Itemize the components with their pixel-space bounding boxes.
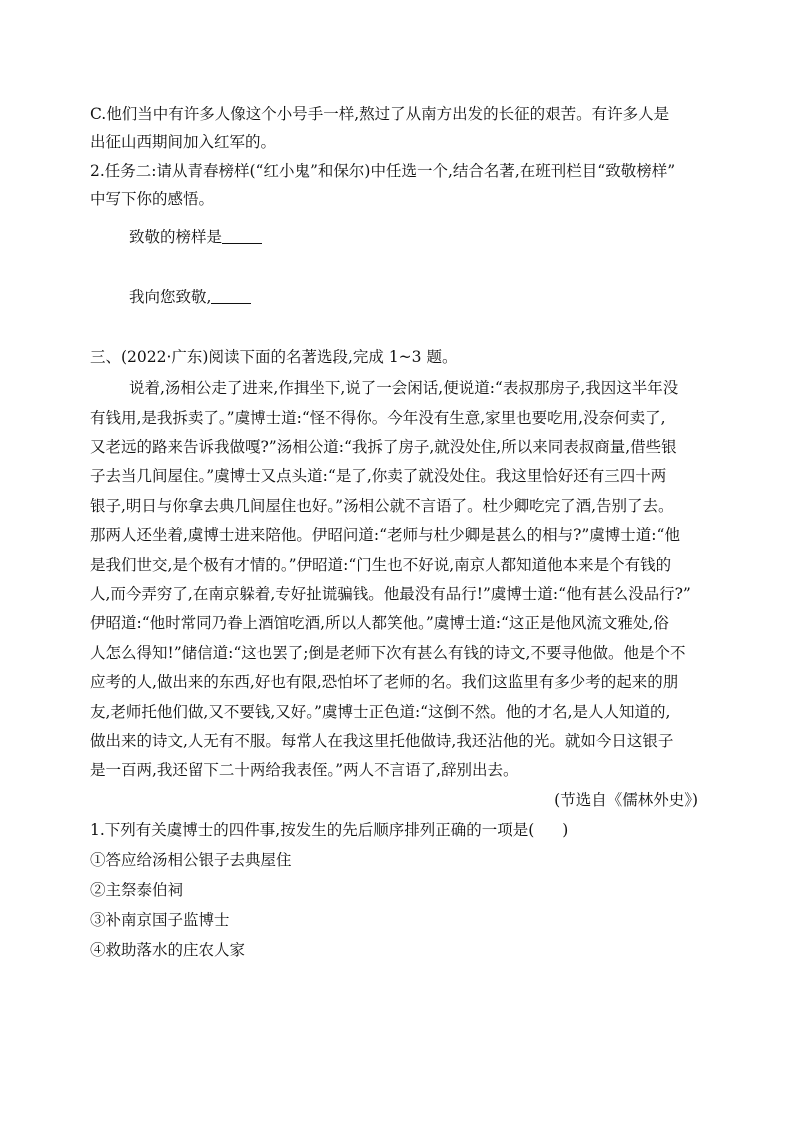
answer-blank-2[interactable]: [211, 289, 251, 304]
passage-line: 应考的人,做出来的东西,好也有限,恐怕坏了老师的名。我们这监里有多少考的起来的朋: [90, 673, 679, 691]
passage-source: (节选自《儒林外史》): [554, 791, 698, 809]
fill1-label: 致敬的榜样是: [129, 228, 223, 246]
passage-line: 人怎么得知!”储信道:“这也罢了;倒是老师下次有甚么有钱的诗文,不要寻他做。他是个不: [90, 644, 686, 662]
passage-line: 有钱用,是我拆卖了。”虞博士道:“怪不得你。今年没有生意,家里也要吃用,没奈何卖了,: [90, 409, 666, 427]
option-c-line-1: C.他们当中有许多人像这个小号手一样,熬过了从南方出发的长征的艰苦。有许多人是: [90, 105, 670, 123]
answer-blank-1[interactable]: [222, 229, 262, 244]
fill-in-致敬: [129, 287, 749, 307]
section-3-heading: 三、(2022·广东)阅读下面的名著选段,完成 1~3 题。: [90, 348, 458, 366]
option-item: ③补南京国子监博士: [90, 911, 230, 929]
passage-line: 友,老师托他们做,又不要钱,又好。”虞博士正色道:“这倒不然。他的才名,是人人知道的,: [90, 703, 671, 721]
option-item: ①答应给汤相公银子去典屋住: [90, 851, 292, 869]
fill2-label: 我向您致敬,: [129, 288, 212, 306]
passage-line: 银子,明日与你拿去典几间屋住也好。”汤相公就不言语了。杜少卿吃完了酒,告别了去。: [90, 497, 674, 515]
passage-line: 子去当几间屋住。”虞博士又点头道:“是了,你卖了就没处住。我这里恰好还有三四十两: [90, 467, 667, 485]
passage-line: 伊昭道:“他时常同乃眷上酒馆吃酒,所以人都笑他。”虞博士道:“这正是他风流文雅处,俗: [90, 614, 669, 632]
question-1-stem: [90, 820, 710, 840]
passage-line: 又老远的路来告诉我做嘎?”汤相公道:“我拆了房子,就没处住,所以来同表叔商量,借些银: [90, 438, 677, 456]
passage-line: 说着,汤相公走了进来,作揖坐下,说了一会闲话,便说道:“表叔那房子,我因这半年没: [129, 379, 679, 397]
option-item: ④救助落水的庄农人家: [90, 941, 246, 959]
passage-line: 是我们世交,是个极有才情的。”伊昭道:“门生也不好说,南京人都知道他本来是个有钱的: [90, 556, 672, 574]
passage-line: 是一百两,我还留下二十两给我表侄。”两人不言语了,辞别出去。: [90, 761, 519, 779]
question-1-text: 1.下列有关虞博士的四件事,按发生的先后顺序排列正确的一项是(: [90, 821, 535, 839]
passage-line: 那两人还坐着,虞博士进来陪他。伊昭问道:“老师与杜少卿是甚么的相与?”虞博士道:“他: [90, 526, 680, 544]
task2-line-1: 2.任务二:请从青春榜样(“红小鬼”和保尔)中任选一个,结合名著,在班刊栏目“致敬榜样”: [90, 162, 676, 180]
task2-line-2: 中写下你的感悟。: [90, 190, 215, 208]
passage-line: 做出来的诗文,人无有不服。每常人在我这里托他做诗,我还沾他的光。就如今日这银子: [90, 732, 674, 750]
option-item: ②主祭泰伯祠: [90, 881, 184, 899]
fill-in-榜样: [129, 227, 749, 247]
passage-line: 人,而今弄穷了,在南京躲着,专好扯谎骗钱。他最没有品行!”虞博士道:“他有甚么没品行?”: [90, 585, 691, 603]
question-1-close: ): [562, 821, 569, 839]
option-c-line-2: 出征山西期间加入红军的。: [90, 133, 277, 151]
